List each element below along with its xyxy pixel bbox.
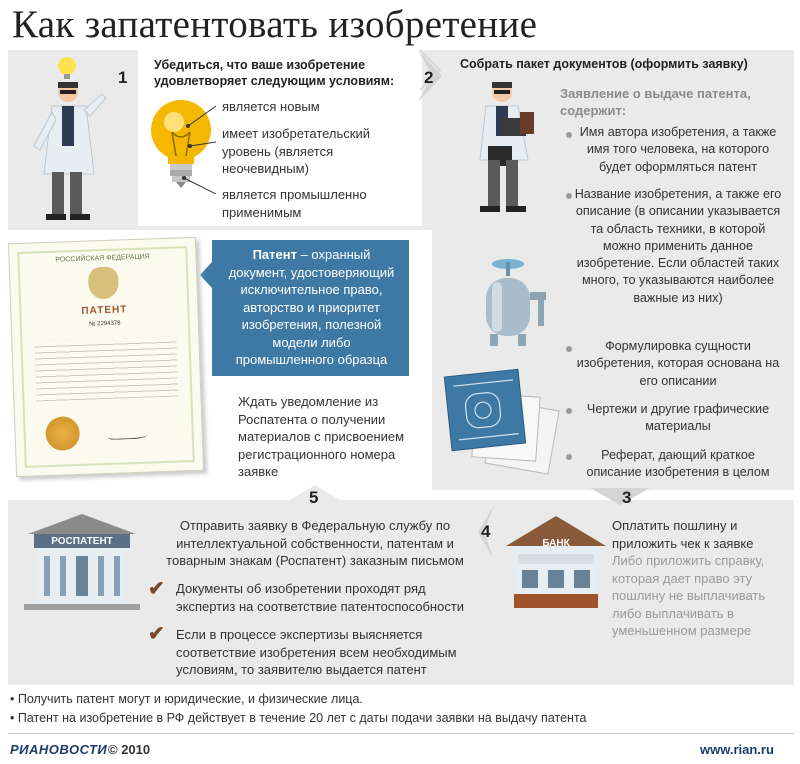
step5-check-item: Если в процессе экспертизы выясняется соответствие изобретения всем необходимым условиям, то заявителю выдается патент: [176, 627, 457, 677]
list-item: Формулировка сущности изобретения, которая основана на его описании: [576, 339, 780, 388]
checkmark-icon: ✔: [148, 623, 165, 645]
step2-number: 2: [424, 68, 434, 87]
step3-number: 3: [622, 488, 632, 507]
note-line: • Патент на изобретение в РФ действует в течение 20 лет с даты подачи заявки на выдачу патента: [10, 711, 587, 725]
step4-number: 4: [481, 522, 491, 541]
note-line: • Получить патент могут и юридические, и физические лица.: [10, 692, 363, 706]
page-title: Как запатентовать изобретение: [12, 3, 538, 46]
lightbulb-icon: [146, 98, 216, 194]
brand-logo: РИАНОВОСТИ: [10, 742, 108, 757]
invention-device-icon: [478, 252, 552, 348]
step2-heading: Собрать пакет документов (оформить заявку): [460, 57, 748, 71]
patent-doc-lines: [34, 337, 178, 402]
patent-doc-label: ПАТЕНТ: [81, 304, 128, 317]
list-item: Чертежи и другие графические материалы: [586, 402, 770, 434]
step1-heading: Убедиться, что ваше изобретение удовлетворяет следующим условиям:: [154, 58, 395, 88]
patent-definition-box: [212, 240, 409, 376]
footer-divider: [8, 733, 794, 734]
blue-box-pointer: [200, 262, 212, 288]
condition-inventive: имеет изобретательский уровень (является неочевидным): [222, 126, 371, 176]
list-item: Название изобретения, а также его описание (в описании указывается та область техники, в которой можно применить данное изобретение. Если областей таких много, то указываются наиболее важные из них): [574, 187, 782, 305]
checkmark-icon: ✔: [148, 578, 165, 600]
blueprints-icon: [440, 365, 560, 475]
patent-term: Патент: [252, 247, 297, 262]
bank-building-icon: [504, 512, 608, 614]
step3-extra-text: Либо приложить справку, которая дает право эту пошлину не выплачивать либо выплачивать в уменьшенном размере: [612, 553, 766, 638]
condition-industrial: является промышленно применимым: [222, 187, 367, 220]
bank-building-label: БАНК: [542, 538, 570, 549]
step1-number: 1: [118, 68, 128, 87]
condition-new: является новым: [222, 99, 320, 114]
scientist-idea-icon: [22, 54, 122, 224]
patent-doc-country: РОССИЙСКАЯ ФЕДЕРАЦИЯ: [55, 253, 150, 264]
step2-subheading: Заявление о выдаче патента, содержит:: [560, 86, 751, 118]
step5-text: Отправить заявку в Федеральную службу по интеллектуальной собственности, патентам и товарным знакам (Роспатент) заказным письмом: [166, 518, 464, 568]
patent-document-image: [8, 237, 204, 477]
step5-check-item: Документы об изобретении проходят ряд экспертиз на соответствие патентоспособности: [176, 581, 465, 614]
copyright: © 2010: [108, 742, 151, 757]
arrow-step2-to-3: [590, 488, 650, 505]
step3-main-text: Оплатить пошлину и приложить чек к заявке: [612, 518, 754, 551]
rospatent-building-icon: [20, 512, 144, 612]
patent-doc-number: № 2294378: [89, 320, 121, 328]
businessman-briefcase-icon: [458, 80, 558, 220]
list-item: Реферат, дающий краткое описание изобретения в целом: [586, 448, 770, 480]
wait-notification-text: Ждать уведомление из Роспатента о получении материалов с присвоением регистрационного номера заявке: [238, 394, 405, 479]
site-link[interactable]: www.rian.ru: [700, 742, 774, 757]
patent-definition-text: – охранный документ, удостоверяющий исключительное право, авторство и приоритет изобретения, полезной модели либо промышленного образца: [228, 247, 395, 367]
list-item: Имя автора изобретения, а также имя того человека, на которого будет оформляться патент: [579, 125, 777, 174]
step5-number: 5: [309, 488, 319, 507]
rospatent-building-label: РОСПАТЕНТ: [51, 536, 113, 547]
